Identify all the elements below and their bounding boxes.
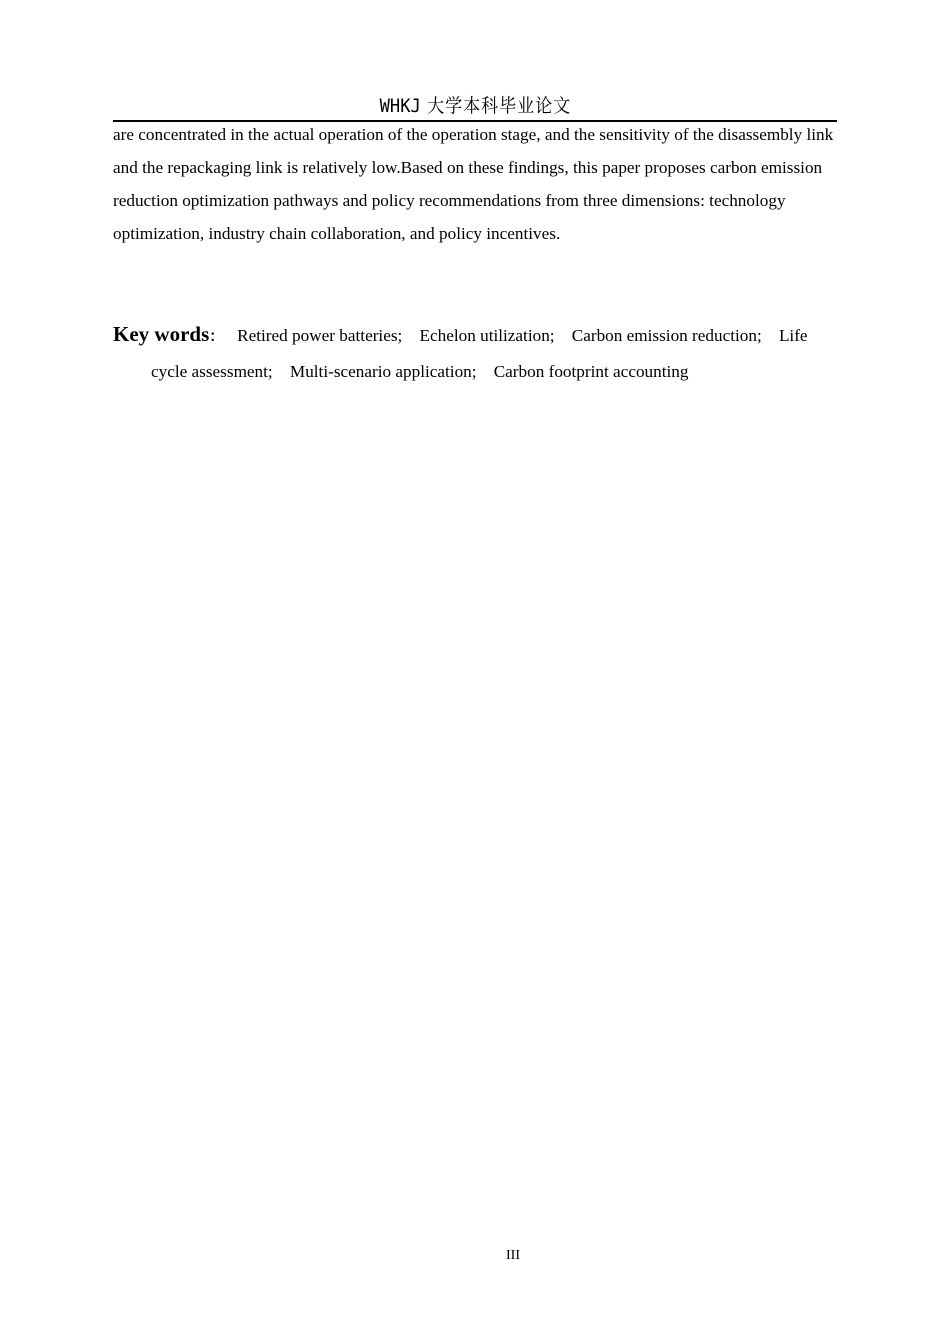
keyword-item: Multi-scenario application;	[289, 361, 477, 381]
abstract-continuation-text: are concentrated in the actual operation of the operation stage, and the sensitivity of the disassembly link and the repackaging link is relatively low.Based on these findings, this paper proposes carbon emission reduction optimization pathways and policy recommendations from three dimensions: technology optimization, industry chain collaboration, and policy incentives.	[113, 125, 834, 243]
page-number: III	[506, 1248, 520, 1263]
keywords-label: Key words	[113, 322, 210, 346]
keyword-item: Life cycle assessment;	[151, 326, 808, 381]
keyword-item: Echelon utilization;	[419, 326, 555, 345]
header-title-cjk: 大学本科毕业论文	[426, 95, 571, 117]
header-title-latin: WHKJ	[379, 95, 421, 117]
keyword-item: Retired power batteries;	[237, 326, 403, 345]
keyword-item: Carbon emission reduction;	[571, 326, 762, 345]
keywords-colon: ：	[209, 329, 225, 345]
header-title	[379, 92, 571, 120]
keywords-paragraph	[113, 318, 839, 388]
keyword-item: Carbon footprint accounting	[493, 361, 689, 381]
